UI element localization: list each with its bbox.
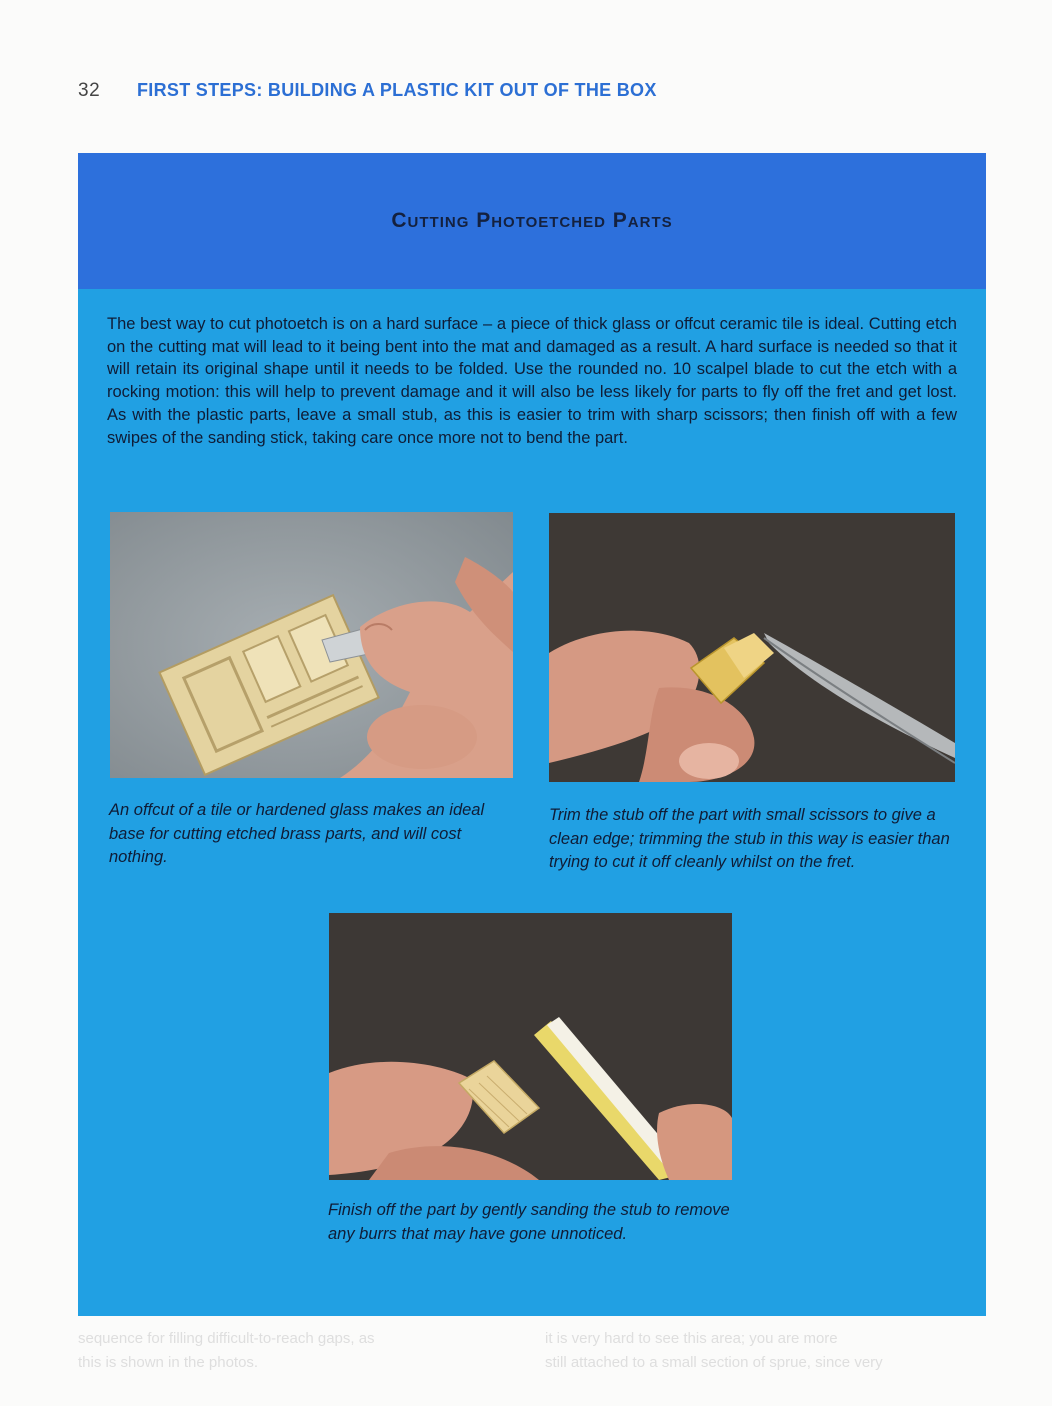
photo-caption-2: Trim the stub off the part with small scissors to give a clean edge; trimming the stub in this way is easier than trying to cut it off cleanly whilst on the fret.	[549, 806, 950, 871]
bleed-line: sequence for filling difficult-to-reach gaps, as	[78, 1330, 375, 1347]
bleed-through-text-left	[78, 1327, 518, 1375]
photo-trimming-stub	[549, 513, 955, 782]
bleed-line: this is shown in the photos.	[78, 1354, 259, 1371]
panel-title: Cutting Photoetched Parts	[391, 209, 673, 232]
running-head: FIRST STEPS: BUILDING A PLASTIC KIT OUT OF THE BOX	[137, 80, 657, 100]
intro-paragraph: The best way to cut photoetch is on a hard surface – a piece of thick glass or offcut ceramic tile is ideal. Cutting etch on the cutting mat will lead to it being bent into the mat and damaged as a result. A hard surface is needed so that it will retain its original shape until it needs to be folded. Use the rounded no. 10 scalpel blade to cut the etch with a rocking motion: this will help to prevent damage and it will also be less likely for parts to fly off the fret and get lost. As with the plastic parts, leave a small stub, as this is easier to trim with sharp scissors; then finish off with a few swipes of the sanding stick, taking care once more not to bend the part.	[107, 315, 957, 447]
page-number: 32	[78, 80, 101, 101]
photo-caption-1: An offcut of a tile or hardened glass makes an ideal base for cutting etched brass parts, and will cost nothing.	[109, 801, 485, 866]
photo-cutting-etch	[110, 512, 513, 778]
bleed-line: it is very hard to see this area; you are more	[545, 1330, 838, 1347]
sidebar-panel	[78, 153, 986, 1316]
photo-caption-3: Finish off the part by gently sanding the stub to remove any burrs that may have gone unnoticed.	[328, 1201, 730, 1243]
panel-header	[78, 153, 986, 289]
bleed-through-text-right	[545, 1327, 985, 1375]
bleed-line: still attached to a small section of sprue, since very	[545, 1354, 883, 1371]
photo-sanding-stub	[329, 913, 732, 1180]
